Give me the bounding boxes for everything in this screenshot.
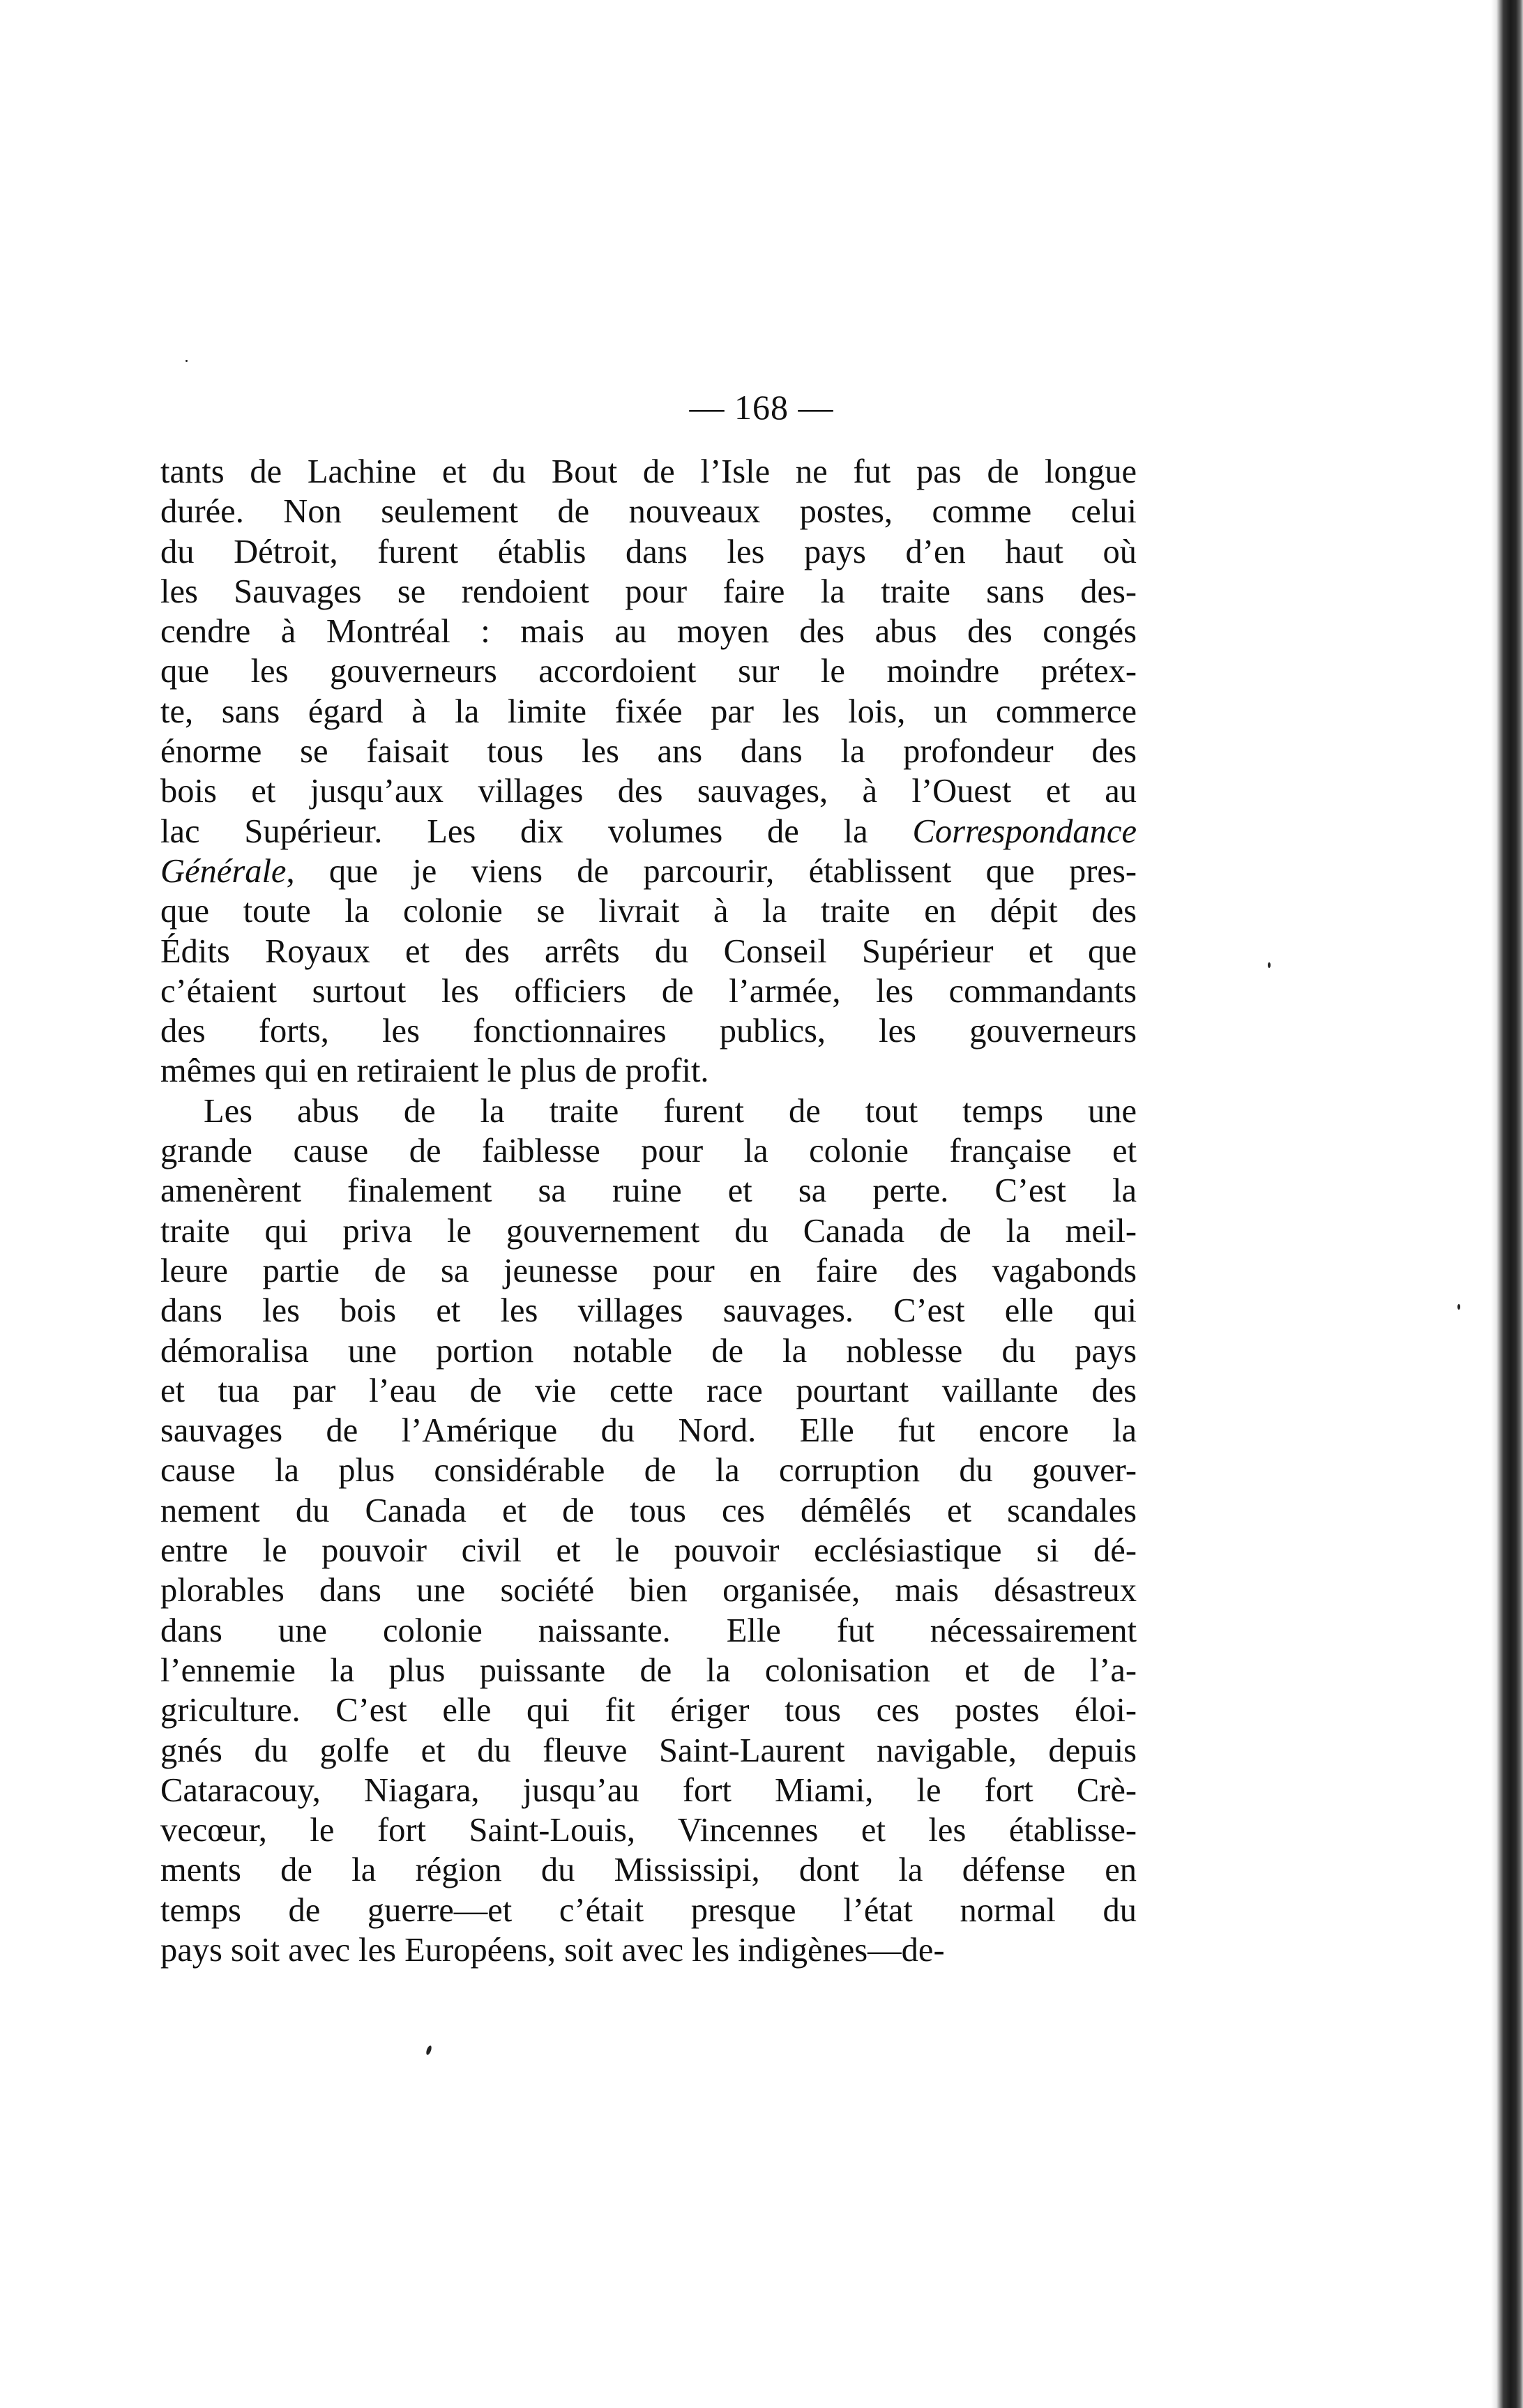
- italic-text: Générale: [160, 852, 287, 890]
- text-segment: pays soit avec les Européens, soit avec les indigènes—de-: [160, 1931, 945, 1969]
- text-line: [160, 1531, 1137, 1570]
- text-line: [160, 1291, 1137, 1331]
- text-line: [160, 971, 1137, 1011]
- text-line: [160, 692, 1137, 732]
- text-segment: tants de Lachine et du Bout de l’Isle ne fut pas de longue: [160, 453, 1137, 490]
- text-line: [160, 851, 1137, 891]
- text-line: [160, 1211, 1137, 1251]
- text-segment: et tua par l’eau de vie cette race pourtant vaillante des: [160, 1372, 1137, 1409]
- text-line: [160, 1930, 1137, 1970]
- text-line: [160, 812, 1137, 851]
- text-segment: l’ennemie la plus puissante de la colonisation et de l’a-: [160, 1651, 1137, 1689]
- text-segment: griculture. C’est elle qui fit ériger tous ces postes éloi-: [160, 1692, 1137, 1729]
- text-line: [160, 1611, 1137, 1651]
- text-line: [160, 1891, 1137, 1930]
- text-line: [160, 1651, 1137, 1690]
- text-segment: leure partie de sa jeunesse pour en faire des vagabonds: [160, 1252, 1137, 1289]
- text-line: [160, 1091, 1137, 1131]
- text-line: [160, 532, 1137, 572]
- text-line: [160, 932, 1137, 971]
- text-line: [160, 612, 1137, 651]
- text-segment: vecœur, le fort Saint-Louis, Vincennes et les établisse-: [160, 1812, 1137, 1849]
- text-line: [160, 1171, 1137, 1211]
- text-line: [160, 732, 1137, 771]
- text-line: [160, 1411, 1137, 1451]
- text-line: [160, 492, 1137, 531]
- text-line: [160, 1771, 1137, 1810]
- text-line: [160, 1491, 1137, 1531]
- text-segment: ments de la région du Mississipi, dont la défense en: [160, 1852, 1137, 1889]
- text-line: [160, 572, 1137, 612]
- text-line: [160, 651, 1137, 691]
- text-line: [160, 1810, 1137, 1850]
- text-segment: les Sauvages se rendoient pour faire la traite sans des-: [160, 573, 1137, 610]
- text-segment: démoralisa une portion notable de la noblesse du pays: [160, 1332, 1137, 1370]
- text-segment: lac Supérieur. Les dix volumes de la: [160, 812, 913, 850]
- text-segment: Cataracouy, Niagara, jusqu’au fort Miami, le fort Crè-: [160, 1771, 1137, 1809]
- text-line: [160, 1570, 1137, 1610]
- text-segment: que toute la colonie se livrait à la traite en dépit des: [160, 893, 1137, 930]
- scan-speck: [425, 2045, 432, 2055]
- text-line: [160, 1331, 1137, 1371]
- text-line: [160, 1011, 1137, 1051]
- text-segment: amenèrent finalement sa ruine et sa perte. C’est la: [160, 1172, 1137, 1210]
- text-segment: que les gouverneurs accordoient sur le moindre prétex-: [160, 653, 1137, 690]
- text-line: [160, 1451, 1137, 1490]
- text-segment: gnés du golfe et du fleuve Saint-Laurent navigable, depuis: [160, 1732, 1137, 1769]
- text-line: [160, 1131, 1137, 1171]
- text-segment: entre le pouvoir civil et le pouvoir ecclésiastique si dé-: [160, 1532, 1137, 1570]
- text-segment: grande cause de faiblesse pour la colonie française et: [160, 1133, 1137, 1170]
- text-line: [160, 1251, 1137, 1291]
- italic-text: Correspondance: [912, 812, 1137, 850]
- text-segment: cause la plus considérable de la corruption du gouver-: [160, 1452, 1137, 1490]
- text-segment: nement du Canada et de tous ces démêlés et scandales: [160, 1492, 1137, 1529]
- text-segment: traite qui priva le gouvernement du Canada de la meil-: [160, 1212, 1137, 1250]
- text-segment: Édits Royaux et des arrêts du Conseil Supérieur et que: [160, 932, 1137, 970]
- text-line: [160, 1051, 1137, 1091]
- text-line: [160, 891, 1137, 931]
- text-segment: durée. Non seulement de nouveaux postes, comme celui: [160, 493, 1137, 531]
- text-segment: dans une colonie naissante. Elle fut nécessairement: [160, 1612, 1137, 1649]
- body-text: [160, 452, 1137, 1970]
- text-line: [160, 771, 1137, 811]
- scan-speck: [1268, 962, 1271, 968]
- text-segment: énorme se faisait tous les ans dans la profondeur des: [160, 733, 1137, 771]
- scan-speck: [1457, 1304, 1460, 1310]
- text-line: [160, 452, 1137, 492]
- text-segment: dans les bois et les villages sauvages. C’est elle qui: [160, 1292, 1137, 1330]
- text-line: [160, 1850, 1137, 1890]
- text-segment: des forts, les fonctionnaires publics, les gouverneurs: [160, 1013, 1137, 1050]
- text-segment: te, sans égard à la limite fixée par les lois, un commerce: [160, 692, 1137, 730]
- text-segment: temps de guerre—et c’était presque l’état normal du: [160, 1891, 1137, 1929]
- text-segment: Les abus de la traite furent de tout temps une: [204, 1092, 1137, 1130]
- text-segment: c’étaient surtout les officiers de l’armée, les commandants: [160, 972, 1137, 1010]
- binding-edge: [1491, 0, 1523, 2408]
- text-line: [160, 1690, 1137, 1730]
- text-segment: , que je viens de parcourir, établissent que pres-: [286, 852, 1137, 890]
- text-line: [160, 1371, 1137, 1411]
- text-segment: sauvages de l’Amérique du Nord. Elle fut encore la: [160, 1412, 1137, 1450]
- text-segment: cendre à Montréal : mais au moyen des abus des congés: [160, 613, 1137, 651]
- text-segment: plorables dans une société bien organisée, mais désastreux: [160, 1572, 1137, 1610]
- text-segment: mêmes qui en retiraient le plus de profit.: [160, 1052, 709, 1090]
- scan-speck: [185, 360, 188, 362]
- text-line: [160, 1731, 1137, 1771]
- text-segment: bois et jusqu’aux villages des sauvages, à l’Ouest et au: [160, 773, 1137, 810]
- text-segment: du Détroit, furent établis dans les pays d’en haut où: [160, 533, 1137, 570]
- page-number: — 168 —: [689, 388, 834, 427]
